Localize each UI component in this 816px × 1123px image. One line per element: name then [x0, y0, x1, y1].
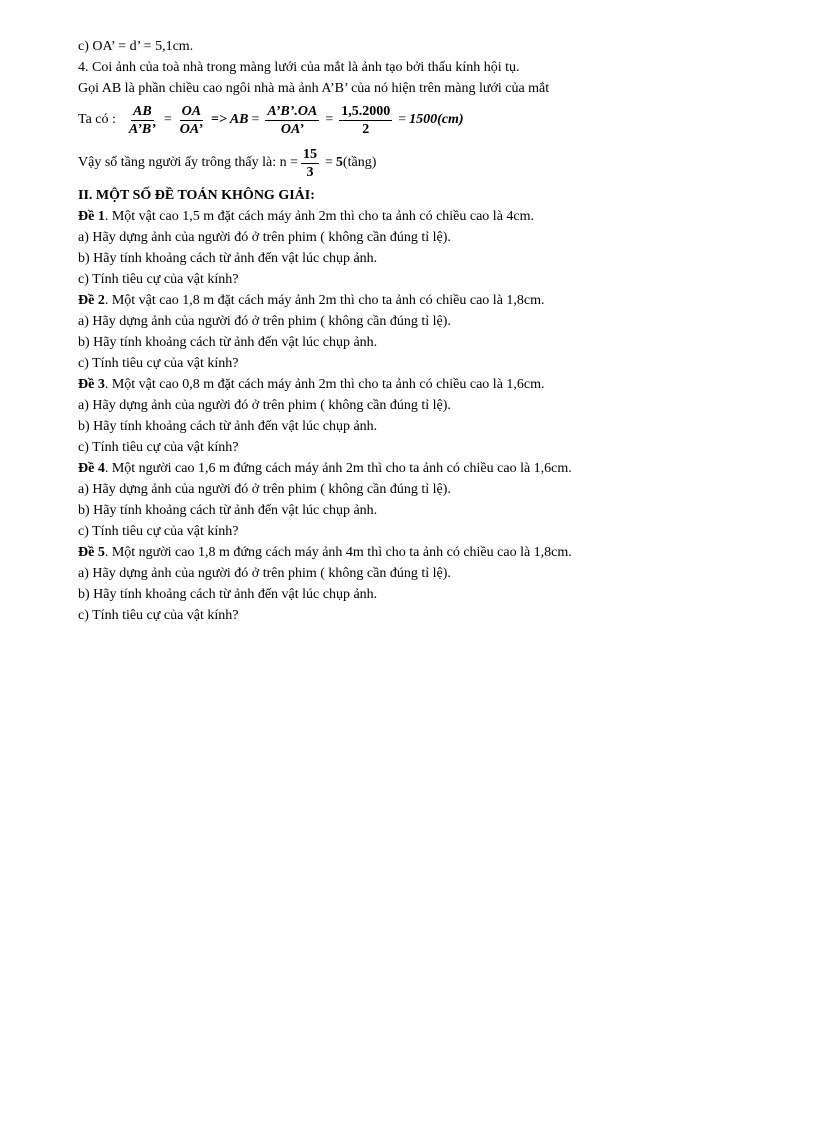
fraction-15-over-3 [301, 147, 319, 180]
problem-text: . Một vật cao 0,8 m đặt cách máy ảnh 2m thì cho ta ảnh có chiều cao là 1,6cm. [104, 377, 545, 392]
problem-part-a: a) Hãy dựng ảnh của người đó ở trên phim ( không cần đúng tỉ lệ). [78, 314, 451, 329]
document-page [78, 36, 728, 626]
fraction-numerator: 1,5.2000 [341, 103, 391, 119]
fraction-numerator: OA [181, 103, 202, 119]
problem-part-b: b) Hãy tính khoảng cách từ ảnh đến vật lúc chụp ảnh. [78, 251, 378, 266]
problem-part-a: a) Hãy dựng ảnh của người đó ở trên phim ( không cần đúng tỉ lệ). [78, 398, 451, 413]
problem-statement [78, 206, 728, 227]
equals-sign: = [251, 112, 260, 127]
equation-ratio [78, 99, 728, 141]
problem-text: . Một vật cao 1,5 m đặt cách máy ảnh 2m thì cho ta ảnh có chiều cao là 4cm. [104, 209, 535, 224]
problem-text: . Một vật cao 1,8 m đặt cách máy ảnh 2m thì cho ta ảnh có chiều cao là 1,8cm. [104, 293, 545, 308]
fraction-denominator: OA’ [179, 121, 203, 137]
problem-part-c: c) Tính tiêu cự của vật kính? [78, 272, 239, 287]
problem-part-a: a) Hãy dựng ảnh của người đó ở trên phim ( không cần đúng tỉ lệ). [78, 230, 451, 245]
problem-part-c: c) Tính tiêu cự của vật kính? [78, 356, 239, 371]
fraction-denominator: OA’ [280, 121, 304, 137]
fraction-numerator: 15 [303, 146, 318, 162]
equals-sign: = [163, 112, 172, 127]
equation-suffix: (tầng) [342, 155, 377, 170]
equation-result: 5 [335, 155, 343, 170]
problem-list [78, 206, 728, 626]
equation-result: 1500(cm) [409, 112, 464, 127]
implies-arrow: => [210, 112, 227, 127]
problem-part-c: c) Tính tiêu cự của vật kính? [78, 608, 239, 623]
fraction-product-over-oa1 [265, 104, 319, 137]
fraction-denominator: 3 [306, 164, 314, 180]
section-title: II. MỘT SỐ ĐỀ TOÁN KHÔNG GIẢI: [78, 188, 315, 203]
answer-line-c: c) OA’ = d’ = 5,1cm. [78, 39, 194, 54]
problem-2 [78, 290, 728, 374]
problem-part-c: c) Tính tiêu cự của vật kính? [78, 440, 239, 455]
problem-label: Đề 1 [78, 209, 105, 224]
answer-line-4: 4. Coi ảnh của toà nhà trong màng lưới của mắt là ảnh tạo bởi thấu kính hội tụ. [78, 60, 520, 75]
problem-part-c: c) Tính tiêu cự của vật kính? [78, 524, 239, 539]
problem-5 [78, 542, 728, 626]
problem-part-b: b) Hãy tính khoảng cách từ ảnh đến vật lúc chụp ảnh. [78, 587, 378, 602]
problem-1 [78, 206, 728, 290]
problem-text: . Một người cao 1,6 m đứng cách máy ảnh 2m thì cho ta ảnh có chiều cao là 1,6cm. [104, 461, 572, 476]
fraction-denominator: A’B’ [128, 121, 156, 137]
fraction-numerator: AB [133, 103, 152, 119]
problem-statement [78, 458, 728, 479]
problem-label: Đề 5 [78, 545, 105, 560]
problem-statement [78, 542, 728, 563]
problem-part-a: a) Hãy dựng ảnh của người đó ở trên phim ( không cần đúng tỉ lệ). [78, 566, 451, 581]
problem-statement [78, 290, 728, 311]
problem-part-b: b) Hãy tính khoảng cách từ ảnh đến vật lúc chụp ảnh. [78, 419, 378, 434]
problem-statement [78, 374, 728, 395]
equals-sign: = [398, 112, 407, 127]
fraction-numeric [339, 104, 392, 137]
equals-sign: = [325, 155, 333, 170]
equation-lhs: AB [229, 112, 249, 127]
problem-label: Đề 2 [78, 293, 105, 308]
problem-part-a: a) Hãy dựng ảnh của người đó ở trên phim ( không cần đúng tỉ lệ). [78, 482, 451, 497]
problem-text: . Một người cao 1,8 m đứng cách máy ảnh 4m thì cho ta ảnh có chiều cao là 1,8cm. [104, 545, 572, 560]
fraction-numerator: A’B’.OA [267, 103, 318, 119]
equals-sign: = [325, 112, 334, 127]
problem-label: Đề 4 [78, 461, 105, 476]
equation-prefix: Vậy số tầng người ấy trông thấy là: n = [78, 155, 299, 170]
problem-part-b: b) Hãy tính khoảng cách từ ảnh đến vật lúc chụp ảnh. [78, 335, 378, 350]
problem-label: Đề 3 [78, 377, 105, 392]
equation-floors [78, 141, 728, 185]
problem-3 [78, 374, 728, 458]
answer-line-ab: Gọi AB là phần chiều cao ngôi nhà mà ảnh A’B’ của nó hiện trên màng lưới của mắt [78, 81, 550, 96]
fraction-denominator: 2 [362, 121, 370, 137]
fraction-ab-over-a1b1 [127, 104, 158, 137]
problem-part-b: b) Hãy tính khoảng cách từ ảnh đến vật lúc chụp ảnh. [78, 503, 378, 518]
equation-prefix: Ta có : [78, 112, 116, 127]
fraction-oa-over-oa1 [178, 104, 205, 137]
problem-4 [78, 458, 728, 542]
